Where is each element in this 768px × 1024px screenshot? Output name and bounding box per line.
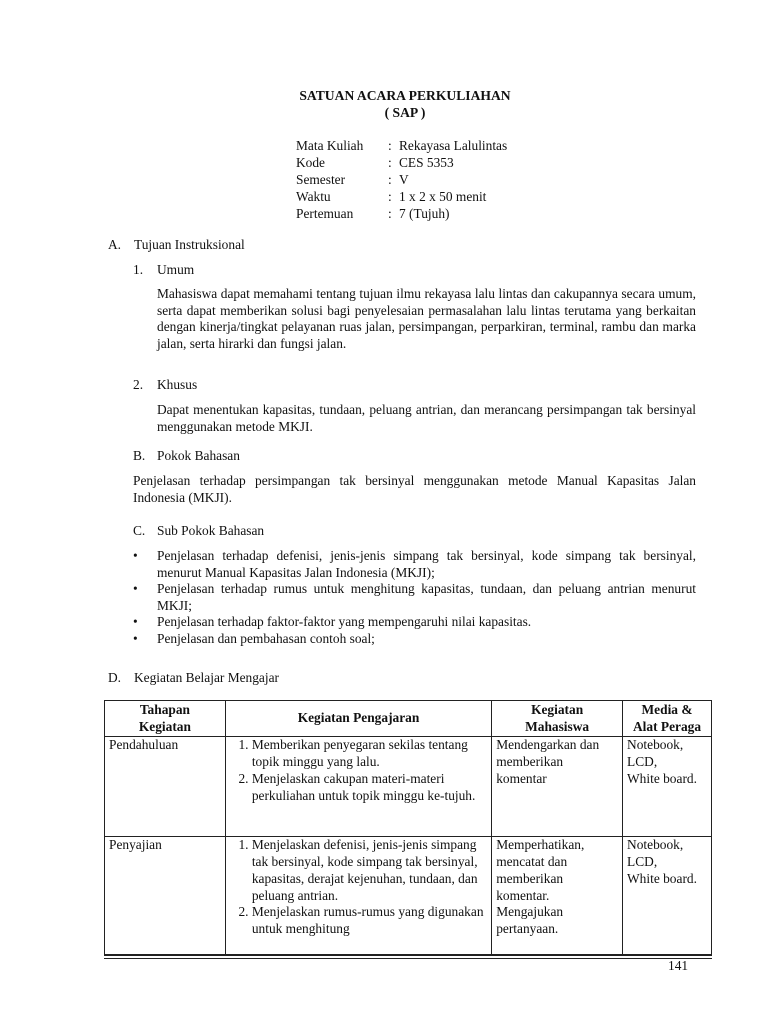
cell-line: memberikan (496, 754, 564, 770)
list-item (133, 548, 696, 581)
document-title (0, 87, 768, 121)
cell-media (623, 737, 712, 837)
list-item: 2. Menjelaskan rumus-rumus yang digunakan untuk menghitung (252, 904, 487, 937)
info-row (296, 171, 507, 188)
info-key: Waktu (296, 189, 331, 204)
subsection-number: 1. (133, 262, 144, 277)
section-title: Pokok Bahasan (157, 448, 240, 463)
header-mahasiswa (492, 701, 623, 737)
info-value: 7 (Tujuh) (399, 206, 450, 221)
cell-mahasiswa (492, 837, 623, 955)
list-item-text: Penjelasan terhadap rumus untuk menghitung kapasitas, tundaan, dan peluang antrian menurut MKJI; (157, 581, 696, 613)
info-sep: : (388, 138, 392, 153)
bullet-icon: • (133, 548, 138, 563)
section-title: Kegiatan Belajar Mengajar (134, 670, 279, 685)
cell-line: Notebook, (627, 737, 684, 753)
header-text: Mahasiswa (525, 718, 590, 734)
page-number: 141 (668, 958, 689, 973)
cell-line: White board. (627, 770, 697, 786)
cell-line: memberikan (496, 870, 564, 886)
list-item (133, 614, 696, 631)
subsection-umum-heading (133, 262, 194, 279)
header-pengajaran (225, 701, 491, 737)
section-c-heading (133, 523, 264, 540)
header-media (623, 701, 712, 737)
cell-tahapan: Penyajian (105, 837, 226, 955)
khusus-text: Dapat menentukan kapasitas, tundaan, peluang antrian, dan merancang persimpangan tak bersinyal menggunakan metode MKJI. (157, 402, 696, 434)
info-row (296, 205, 507, 222)
header-text: Kegiatan Pengajaran (297, 710, 420, 726)
cell-line: Mengajukan (496, 904, 564, 920)
info-key: Pertemuan (296, 206, 354, 221)
kegiatan-table (104, 700, 712, 955)
info-sep: : (388, 155, 392, 170)
cell-mahasiswa (492, 737, 623, 837)
section-label: D. (108, 670, 122, 685)
subsection-title: Khusus (157, 377, 198, 392)
list-item (133, 581, 696, 614)
info-value: V (399, 172, 409, 187)
list-item-text: Penjelasan dan pembahasan contoh soal; (157, 630, 375, 646)
section-title: Sub Pokok Bahasan (157, 523, 265, 538)
header-text: Kegiatan (531, 702, 584, 717)
bullet-icon: • (133, 581, 138, 596)
cell-line: LCD, (627, 754, 658, 770)
subsection-title: Umum (157, 262, 195, 277)
footer-rule (104, 955, 712, 956)
cell-pengajaran (225, 737, 491, 837)
subsection-khusus-heading (133, 377, 197, 394)
info-row (296, 137, 507, 154)
list-item-text: Penjelasan terhadap faktor-faktor yang mempengaruhi nilai kapasitas. (157, 614, 532, 629)
table-header-row (105, 701, 712, 737)
section-label: B. (133, 448, 146, 463)
info-value: CES 5353 (399, 155, 454, 170)
info-key: Mata Kuliah (296, 138, 364, 153)
header-text: Kegiatan (138, 718, 191, 734)
bullet-icon: • (133, 614, 138, 629)
section-label: C. (133, 523, 146, 538)
section-a-heading (108, 237, 245, 254)
cell-line: komentar (496, 770, 547, 786)
list-item: 1. Memberikan penyegaran sekilas tentang topik minggu yang lalu. (252, 737, 487, 770)
header-text: Media & (641, 702, 693, 717)
cell-line: Notebook, (627, 837, 684, 853)
header-tahapan (105, 701, 226, 737)
table-row (105, 837, 712, 955)
list-item: 2. Menjelaskan cakupan materi-materi perkuliahan untuk topik minggu ke-tujuh. (252, 771, 487, 804)
info-value: Rekayasa Lalulintas (399, 138, 508, 153)
umum-text: Mahasiswa dapat memahami tentang tujuan ilmu rekayasa lalu lintas dan cakupannya secara umum, serta dapat memberikan solusi bagi penyelesaian permasalahan lalu lintas terutama yang berkaitan dengan kinerja/tingkat pelayanan ruas jalan, persimpangan, perparkiran, terminal, rambu dan marka jalan, serta hirarki dan fungsi jalan. (157, 286, 696, 351)
table-row (105, 737, 712, 837)
info-sep: : (388, 206, 392, 221)
cell-line: pertanyaan. (496, 920, 559, 936)
bullet-icon: • (133, 630, 138, 646)
title-line-2: ( SAP ) (384, 105, 426, 120)
cell-line: Mendengarkan dan (496, 737, 600, 753)
cell-tahapan: Pendahuluan (105, 737, 226, 837)
cell-line: Memperhatikan, (496, 837, 585, 853)
info-value: 1 x 2 x 50 menit (399, 189, 487, 204)
cell-pengajaran (225, 837, 491, 955)
cell-media (623, 837, 712, 955)
list-item (133, 631, 696, 648)
cell-line: LCD, (627, 854, 658, 870)
info-sep: : (388, 189, 392, 204)
cell-line: White board. (627, 870, 697, 886)
info-key: Semester (296, 172, 346, 187)
section-b-heading (133, 448, 240, 465)
info-sep: : (388, 172, 392, 187)
list-item-text: Penjelasan terhadap defenisi, jenis-jenis simpang tak bersinyal, kode simpang tak bersinyal, menurut Manual Kapasitas Jalan Indonesia (MKJI); (157, 548, 696, 580)
footer-rule (104, 958, 712, 959)
cell-line: mencatat dan (496, 854, 568, 870)
sub-pokok-list (133, 548, 696, 647)
section-d-heading (108, 670, 279, 687)
pokok-bahasan-text: Penjelasan terhadap persimpangan tak bersinyal menggunakan metode Manual Kapasitas Jalan Indonesia (MKJI). (133, 473, 696, 505)
section-title: Tujuan Instruksional (134, 237, 245, 252)
info-row (296, 154, 507, 171)
header-text: Alat Peraga (633, 718, 702, 734)
cell-line: komentar. (496, 887, 550, 903)
info-row (296, 188, 507, 205)
course-info (296, 137, 507, 222)
subsection-number: 2. (133, 377, 144, 392)
section-label: A. (108, 237, 122, 252)
info-key: Kode (296, 155, 326, 170)
list-item: 1. Menjelaskan defenisi, jenis-jenis simpang tak bersinyal, kode simpang tak bersinyal, kapasitas, derajat kejenuhan, tundaan, dan peluang antrian. (252, 837, 487, 904)
title-line-1: SATUAN ACARA PERKULIAHAN (299, 88, 511, 103)
header-text: Tahapan (139, 702, 190, 717)
